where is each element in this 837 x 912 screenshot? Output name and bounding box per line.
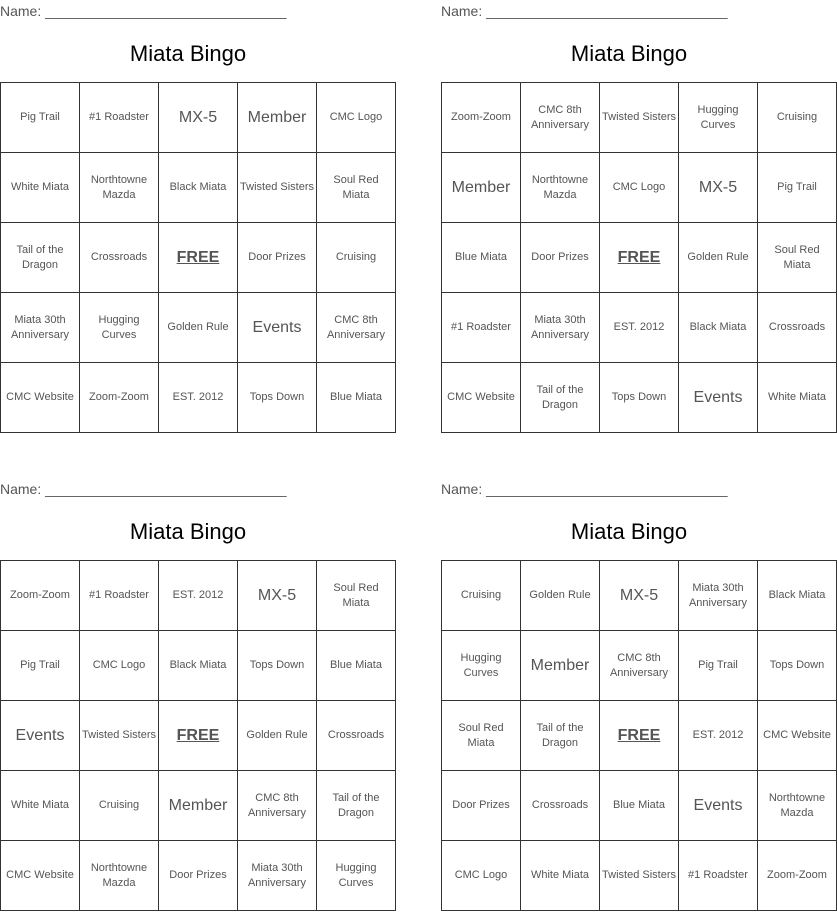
grid-row bbox=[1, 771, 396, 841]
bingo-cell: Pig Trail bbox=[679, 631, 758, 701]
bingo-cell: Tail of the Dragon bbox=[317, 771, 396, 841]
bingo-cell: Miata 30th Anniversary bbox=[238, 841, 317, 911]
bingo-cell: Pig Trail bbox=[1, 83, 80, 153]
bingo-cell: Hugging Curves bbox=[80, 293, 159, 363]
bingo-cell: Door Prizes bbox=[159, 841, 238, 911]
bingo-cell: CMC Logo bbox=[317, 83, 396, 153]
bingo-cell: EST. 2012 bbox=[679, 701, 758, 771]
bingo-cell: Door Prizes bbox=[442, 771, 521, 841]
bingo-cell: #1 Roadster bbox=[442, 293, 521, 363]
bingo-cell: CMC Website bbox=[758, 701, 837, 771]
bingo-cell: #1 Roadster bbox=[80, 83, 159, 153]
bingo-cell: MX-5 bbox=[600, 561, 679, 631]
bingo-cell: Northtowne Mazda bbox=[521, 153, 600, 223]
bingo-cell: White Miata bbox=[1, 153, 80, 223]
bingo-cell: Events bbox=[1, 701, 80, 771]
bingo-cell: Northtowne Mazda bbox=[758, 771, 837, 841]
bingo-cell: Miata 30th Anniversary bbox=[521, 293, 600, 363]
grid-row bbox=[442, 631, 837, 701]
grid-row bbox=[442, 153, 837, 223]
grid-row bbox=[442, 293, 837, 363]
card-title: Miata Bingo bbox=[129, 519, 247, 544]
bingo-cell: EST. 2012 bbox=[600, 293, 679, 363]
bingo-card-2 bbox=[441, 0, 827, 434]
free-space-cell: FREE bbox=[159, 701, 238, 771]
bingo-cell: CMC Website bbox=[1, 841, 80, 911]
grid-row bbox=[1, 223, 396, 293]
bingo-cell: Door Prizes bbox=[521, 223, 600, 293]
name-line: Name: _______________________________ bbox=[441, 481, 728, 497]
bingo-cell: CMC Website bbox=[1, 363, 80, 433]
bingo-cell: Tail of the Dragon bbox=[521, 363, 600, 433]
grid-row bbox=[442, 223, 837, 293]
bingo-cell: Crossroads bbox=[317, 701, 396, 771]
bingo-cell: Northtowne Mazda bbox=[80, 841, 159, 911]
bingo-cell: Black Miata bbox=[159, 631, 238, 701]
bingo-cell: Black Miata bbox=[679, 293, 758, 363]
bingo-cell: Golden Rule bbox=[238, 701, 317, 771]
grid-row bbox=[442, 701, 837, 771]
bingo-cell: Zoom-Zoom bbox=[758, 841, 837, 911]
bingo-cell: CMC Logo bbox=[442, 841, 521, 911]
bingo-cell: Hugging Curves bbox=[317, 841, 396, 911]
bingo-cell: Tail of the Dragon bbox=[1, 223, 80, 293]
grid-row bbox=[442, 771, 837, 841]
bingo-grid bbox=[0, 560, 396, 911]
grid-row bbox=[442, 363, 837, 433]
bingo-cell: Pig Trail bbox=[1, 631, 80, 701]
bingo-cell: Twisted Sisters bbox=[238, 153, 317, 223]
bingo-cell: Zoom-Zoom bbox=[442, 83, 521, 153]
bingo-cell: Zoom-Zoom bbox=[80, 363, 159, 433]
bingo-cell: #1 Roadster bbox=[679, 841, 758, 911]
bingo-cell: CMC 8th Anniversary bbox=[317, 293, 396, 363]
bingo-cell: Crossroads bbox=[80, 223, 159, 293]
bingo-cell: Blue Miata bbox=[317, 363, 396, 433]
bingo-cell: MX-5 bbox=[679, 153, 758, 223]
bingo-cell: Cruising bbox=[80, 771, 159, 841]
grid-row bbox=[1, 841, 396, 911]
bingo-cell: CMC Logo bbox=[80, 631, 159, 701]
bingo-cell: Pig Trail bbox=[758, 153, 837, 223]
bingo-cell: Golden Rule bbox=[679, 223, 758, 293]
bingo-cell: CMC Logo bbox=[600, 153, 679, 223]
bingo-card-3 bbox=[0, 478, 385, 912]
bingo-cell: Hugging Curves bbox=[442, 631, 521, 701]
bingo-card-4 bbox=[441, 478, 831, 912]
bingo-cell: Tops Down bbox=[238, 363, 317, 433]
bingo-cell: CMC 8th Anniversary bbox=[238, 771, 317, 841]
bingo-cell: Events bbox=[679, 771, 758, 841]
grid-row bbox=[442, 561, 837, 631]
bingo-cell: Soul Red Miata bbox=[758, 223, 837, 293]
card-title: Miata Bingo bbox=[570, 41, 688, 66]
bingo-cell: Member bbox=[521, 631, 600, 701]
grid-row bbox=[1, 363, 396, 433]
bingo-cell: Member bbox=[442, 153, 521, 223]
bingo-cell: CMC 8th Anniversary bbox=[600, 631, 679, 701]
bingo-cell: Zoom-Zoom bbox=[1, 561, 80, 631]
grid-row bbox=[1, 631, 396, 701]
card-title: Miata Bingo bbox=[570, 519, 688, 544]
free-space-cell: FREE bbox=[159, 223, 238, 293]
bingo-card-1 bbox=[0, 0, 386, 434]
bingo-cell: Tops Down bbox=[758, 631, 837, 701]
bingo-cell: Door Prizes bbox=[238, 223, 317, 293]
bingo-cell: Soul Red Miata bbox=[317, 153, 396, 223]
grid-row bbox=[1, 701, 396, 771]
bingo-cell: CMC Website bbox=[442, 363, 521, 433]
bingo-cell: Crossroads bbox=[521, 771, 600, 841]
bingo-cell: White Miata bbox=[521, 841, 600, 911]
bingo-cell: Member bbox=[159, 771, 238, 841]
bingo-cell: Hugging Curves bbox=[679, 83, 758, 153]
bingo-cell: Soul Red Miata bbox=[317, 561, 396, 631]
bingo-cell: Northtowne Mazda bbox=[80, 153, 159, 223]
grid-row bbox=[1, 561, 396, 631]
bingo-cell: Golden Rule bbox=[521, 561, 600, 631]
bingo-cell: Events bbox=[238, 293, 317, 363]
bingo-cell: Crossroads bbox=[758, 293, 837, 363]
bingo-cell: Blue Miata bbox=[600, 771, 679, 841]
name-line: Name: _______________________________ bbox=[441, 3, 728, 19]
bingo-cell: #1 Roadster bbox=[80, 561, 159, 631]
bingo-cell: Blue Miata bbox=[442, 223, 521, 293]
bingo-cell: Cruising bbox=[317, 223, 396, 293]
bingo-grid bbox=[441, 82, 837, 433]
name-line: Name: _______________________________ bbox=[0, 3, 287, 19]
bingo-cell: Member bbox=[238, 83, 317, 153]
bingo-cell: Black Miata bbox=[159, 153, 238, 223]
bingo-cell: White Miata bbox=[758, 363, 837, 433]
bingo-cell: MX-5 bbox=[238, 561, 317, 631]
bingo-cell: Twisted Sisters bbox=[600, 83, 679, 153]
bingo-cell: Tops Down bbox=[238, 631, 317, 701]
bingo-grid bbox=[0, 82, 396, 433]
bingo-cell: EST. 2012 bbox=[159, 561, 238, 631]
bingo-cell: Tops Down bbox=[600, 363, 679, 433]
bingo-cell: Events bbox=[679, 363, 758, 433]
grid-row bbox=[442, 83, 837, 153]
bingo-cell: Black Miata bbox=[758, 561, 837, 631]
bingo-cell: Cruising bbox=[442, 561, 521, 631]
bingo-cell: Cruising bbox=[758, 83, 837, 153]
free-space-cell: FREE bbox=[600, 223, 679, 293]
bingo-cell: White Miata bbox=[1, 771, 80, 841]
grid-row bbox=[442, 841, 837, 911]
bingo-cell: Soul Red Miata bbox=[442, 701, 521, 771]
bingo-grid bbox=[441, 560, 837, 911]
bingo-cell: EST. 2012 bbox=[159, 363, 238, 433]
bingo-cell: Miata 30th Anniversary bbox=[1, 293, 80, 363]
bingo-cell: Tail of the Dragon bbox=[521, 701, 600, 771]
card-title: Miata Bingo bbox=[129, 41, 247, 66]
bingo-cell: Twisted Sisters bbox=[600, 841, 679, 911]
grid-row bbox=[1, 293, 396, 363]
free-space-cell: FREE bbox=[600, 701, 679, 771]
name-line: Name: _______________________________ bbox=[0, 481, 287, 497]
grid-row bbox=[1, 83, 396, 153]
grid-row bbox=[1, 153, 396, 223]
bingo-cell: Twisted Sisters bbox=[80, 701, 159, 771]
bingo-cell: Golden Rule bbox=[159, 293, 238, 363]
bingo-cell: MX-5 bbox=[159, 83, 238, 153]
bingo-cell: Miata 30th Anniversary bbox=[679, 561, 758, 631]
bingo-cell: CMC 8th Anniversary bbox=[521, 83, 600, 153]
bingo-cell: Blue Miata bbox=[317, 631, 396, 701]
